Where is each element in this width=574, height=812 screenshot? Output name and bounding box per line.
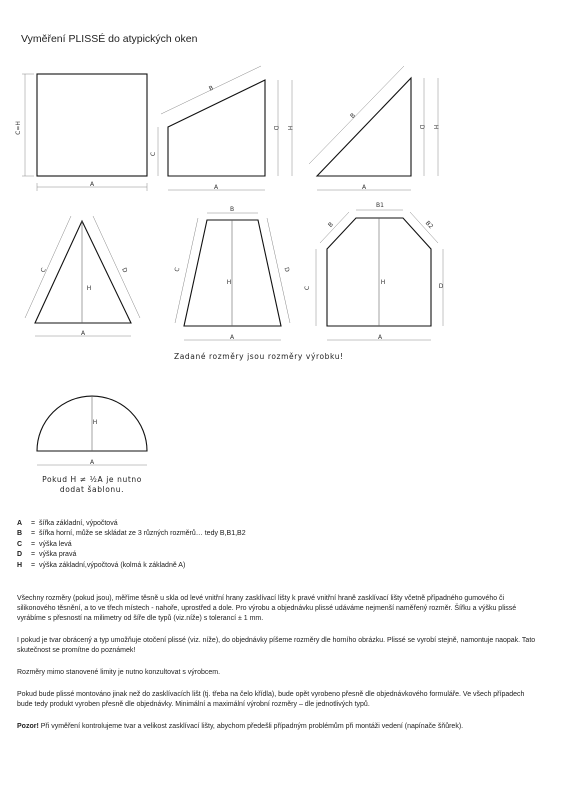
label-a: A [89, 459, 95, 466]
label-h: H [226, 279, 232, 286]
warning-label: Pozor! [17, 722, 39, 730]
legend [17, 519, 246, 571]
note-arch-line1: Pokud H ≠ ½A je nutno [42, 475, 142, 484]
diagram-chamfered [304, 202, 444, 341]
label-c: C [173, 266, 182, 273]
paragraph-warning [17, 722, 537, 732]
diagram-sloped-top [150, 66, 293, 191]
page-title: Vyměření PLISSÉ do atypických oken [21, 33, 198, 45]
label-a: A [229, 334, 235, 341]
label-a: A [213, 184, 219, 191]
instructions [17, 594, 537, 743]
label-a: A [361, 184, 367, 191]
legend-row-d: D = výška pravá [17, 551, 77, 559]
legend-row-c: C = výška levá [17, 540, 72, 548]
legend-row-a: A = šířka základní, výpočtová [17, 520, 118, 527]
label-d: D [120, 266, 129, 274]
label-b: B [348, 112, 357, 120]
note-sizes: Zadané rozměry jsou rozměry výrobku! [174, 352, 344, 361]
label-h: H [380, 279, 386, 286]
label-h: H [432, 124, 439, 130]
label-h: H [286, 125, 293, 131]
diagram-right-triangle [309, 66, 439, 191]
label-d: D [282, 266, 291, 273]
label-c: C [304, 285, 311, 291]
label-b: B [326, 221, 335, 229]
label-d: D [418, 124, 425, 130]
note-arch-line2: dodat šablonu. [59, 485, 125, 494]
diagram-arch [37, 396, 147, 466]
diagram-trapezoid [174, 206, 291, 341]
label-h: H [86, 285, 92, 292]
paragraph-reversed-shape: I pokud je tvar obrácený a typ umožňuje otočení plissé (viz. níže), do objednávky píšeme rozměry dle horního obrázku. Plissé se vyrobí stejně, namontuje naopak. Tato skutečnost se promítne do poznámek! [17, 637, 536, 655]
diagram-triangle [25, 216, 140, 337]
paragraph-mounting: Pokud bude plissé montováno jinak než do zasklívacích lišt (tj. třeba na čelo křídla), bude opět vyrobeno přesně dle objednávkového formuláře. Ve všech případech bude tedy produkt vyroben přesně dle objednávky. Minimální a maximální výrobní rozměry – dle jednotlivých typů. [17, 690, 525, 708]
label-c: C [150, 151, 157, 157]
label-d: D [272, 125, 279, 131]
label-b2: B2 [423, 219, 435, 231]
label-h: H [92, 419, 98, 426]
warning-text: Při vyměření kontrolujeme tvar a velikost zasklívací lišty, abychom předešli případným problémům při montáži vedení (napínače šňůrek). [38, 722, 464, 730]
legend-row-b: B = šířka horní, může se skládat ze 3 různých rozměrů… tedy B,B1,B2 [17, 530, 246, 538]
diagram-square [15, 74, 147, 191]
label-d: D [438, 283, 444, 290]
legend-row-h: H = výška základní,výpočtová (kolmá k základně A) [17, 561, 186, 569]
label-a: A [89, 181, 95, 188]
paragraph-limits: Rozměry mimo stanovené limity je nutno konzultovat s výrobcem. [17, 669, 221, 677]
label-ch: C=H [15, 121, 22, 135]
label-a: A [377, 334, 383, 341]
label-a: A [80, 330, 86, 337]
label-b: B [207, 84, 215, 93]
label-b1: B1 [376, 202, 384, 209]
paragraph-measurement: Všechny rozměry (pokud jsou), měříme těsně u skla od levé vnitřní hrany zasklívací lišty k pravé vnitřní hraně zasklívací lišty včetně případného gumového či silikonového těsnění, a to ve třech místech - nahoře, uprostřed a dole. Pro výrobu a objednávku plissé udáváme nejmenší naměřený rozměr. Šířku a výšku plissé vyrábíme s přesností na milimetry od šíře dle typů (viz.níže) s tolerancí ± 1 mm. [17, 595, 517, 623]
label-b: B [229, 206, 235, 213]
label-c: C [39, 266, 48, 274]
